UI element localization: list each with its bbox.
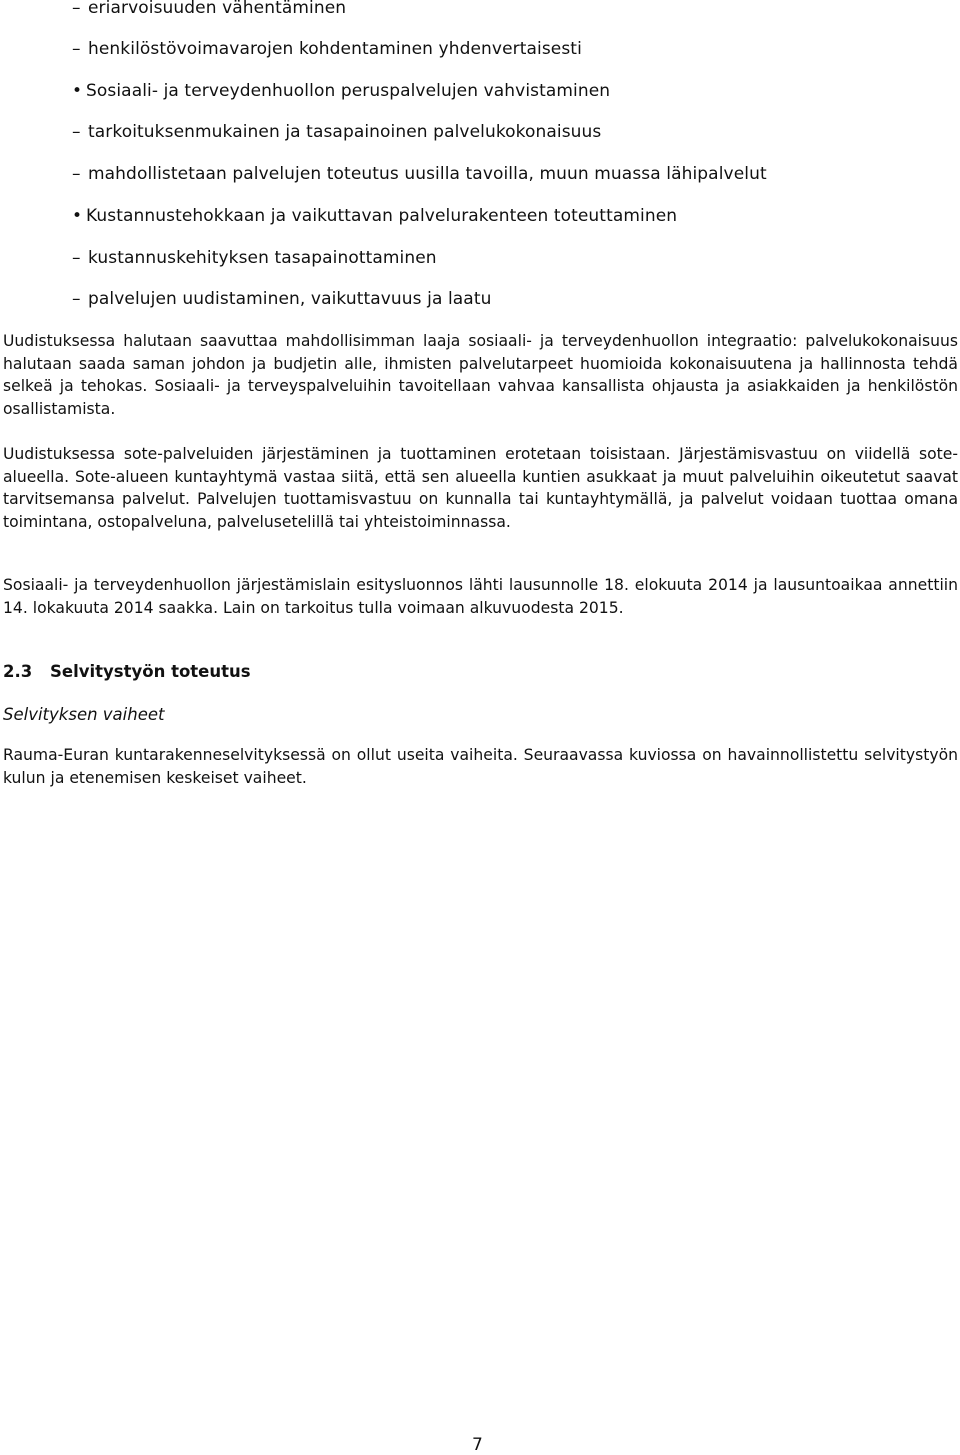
list-item bbox=[72, 289, 491, 309]
list-item bbox=[72, 39, 582, 59]
section-heading bbox=[3, 661, 251, 683]
list-item-text: tarkoituksenmukainen ja tasapainoinen palvelukokonaisuus bbox=[88, 122, 602, 142]
dash-marker: – bbox=[72, 248, 81, 268]
body-paragraph: Uudistuksessa halutaan saavuttaa mahdollisimman laaja sosiaali- ja terveydenhuollon integraatio: palvelukokonaisuus halutaan saada saman johdon ja budjetin alle, ihmisten palvelutarpeet huomioida kokonaisuutena ja hallinnosta tehdä selkeä ja tehokas. Sosiaali- ja terveyspalveluihin tavoitellaan vahvaa kansallista ohjausta ja asiakkaiden ja henkilöstön osallistamista. bbox=[3, 332, 958, 418]
list-item bbox=[72, 81, 610, 101]
subsection-heading: Selvityksen vaiheet bbox=[3, 705, 165, 724]
list-item bbox=[72, 164, 767, 184]
body-paragraph: Rauma-Euran kuntarakenneselvityksessä on ollut useita vaiheita. Seuraavassa kuviossa on havainnollistettu selvitystyön kulun ja etenemisen keskeiset vaiheet. bbox=[3, 746, 958, 787]
list-item-text: henkilöstövoimavarojen kohdentaminen yhdenvertaisesti bbox=[88, 39, 582, 59]
list-item bbox=[72, 248, 437, 268]
list-item-text: Sosiaali- ja terveydenhuollon peruspalvelujen vahvistaminen bbox=[86, 81, 611, 101]
dash-marker: – bbox=[72, 39, 81, 59]
dash-marker: – bbox=[72, 289, 81, 309]
list-item bbox=[72, 0, 346, 18]
list-item bbox=[72, 206, 677, 226]
list-item-text: Kustannustehokkaan ja vaikuttavan palvelurakenteen toteuttaminen bbox=[86, 206, 678, 226]
dash-marker: – bbox=[72, 164, 81, 184]
body-paragraph: Uudistuksessa sote-palveluiden järjestäminen ja tuottaminen erotetaan toisistaan. Järjestämisvastuu on viidellä sote-alueella. Sote-alueen kuntayhtymä vastaa siitä, että sen alueella kuntien asukkaat ja muut palveluihin oikeutetut saavat tarvitsemansa palvelut. Palvelujen tuottamisvastuu on kunnalla tai kuntayhtymällä, ja palvelut voidaan tuottaa omana toimintana, ostopalveluna, palvelusetelillä tai yhteistoiminnassa. bbox=[3, 445, 958, 531]
list-item bbox=[72, 122, 601, 142]
list-item-text: kustannuskehityksen tasapainottaminen bbox=[88, 248, 437, 268]
section-title: Selvitystyön toteutus bbox=[50, 662, 251, 681]
list-item-text: palvelujen uudistaminen, vaikuttavuus ja laatu bbox=[88, 289, 492, 309]
dash-marker: – bbox=[72, 122, 81, 142]
list-item-text: mahdollistetaan palvelujen toteutus uusilla tavoilla, muun muassa lähipalvelut bbox=[88, 164, 767, 184]
body-paragraph: Sosiaali- ja terveydenhuollon järjestämislain esitysluonnos lähti lausunnolle 18. elokuuta 2014 ja lausuntoaikaa annettiin 14. lokakuuta 2014 saakka. Lain on tarkoitus tulla voimaan alkuvuodesta 2015. bbox=[3, 576, 958, 617]
bullet-marker: • bbox=[72, 206, 83, 226]
dash-marker: – bbox=[72, 0, 81, 18]
page-number: 7 bbox=[472, 1435, 483, 1455]
list-item-text: eriarvoisuuden vähentäminen bbox=[88, 0, 347, 18]
bullet-marker: • bbox=[72, 81, 83, 101]
section-number: 2.3 bbox=[3, 662, 33, 681]
